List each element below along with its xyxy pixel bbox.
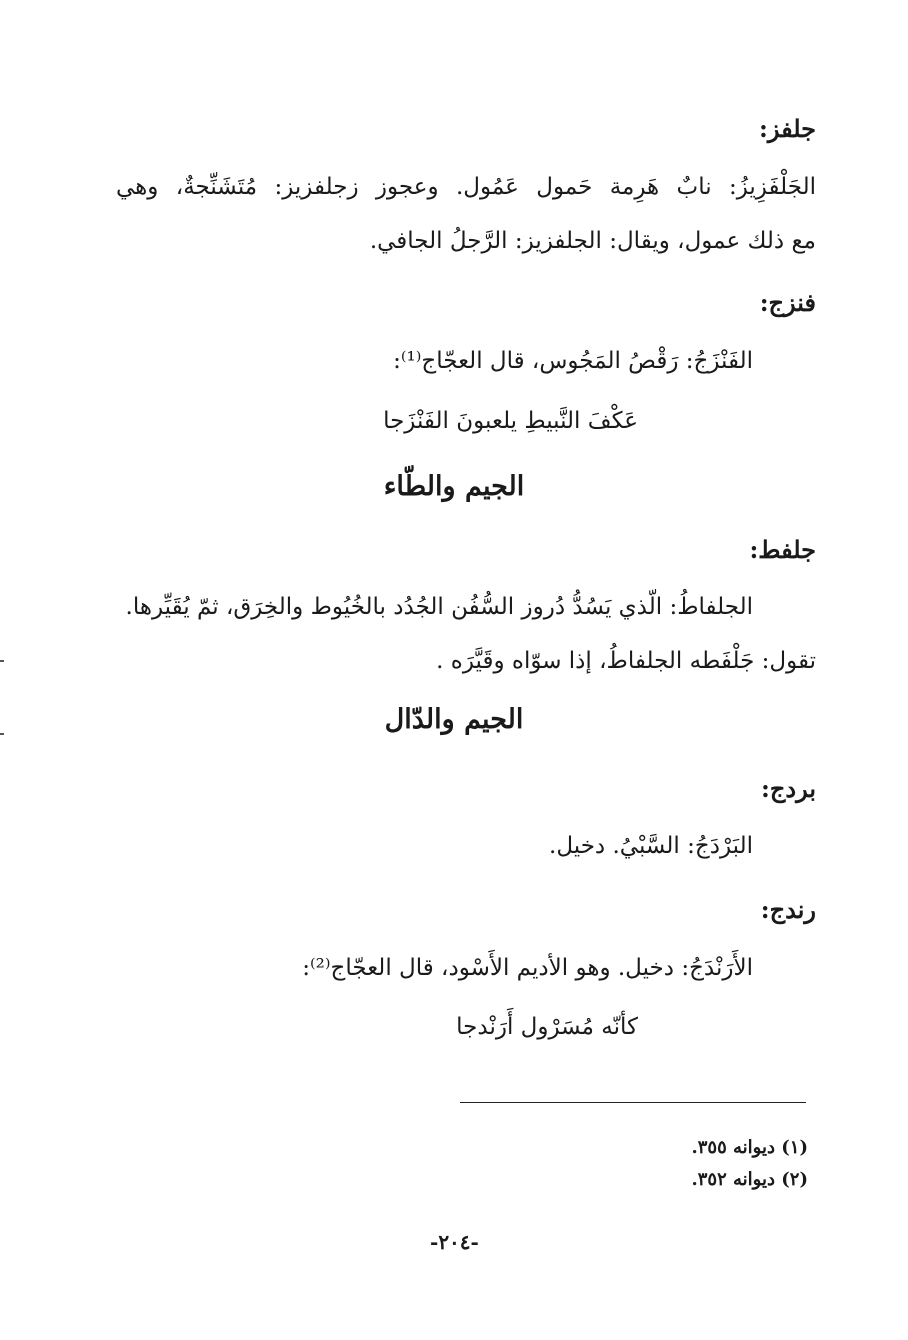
entry-heading-fnzj: فنزج: — [759, 288, 816, 317]
page-number: -٢٠٤- — [430, 1230, 479, 1254]
entry-line: الجَلْفَزِيزُ: نابٌ هَرِمة حَمول عَمُول. وعجوز زجلفزيز: مُتَشَنِّجةٌ، وهي — [116, 174, 816, 200]
entry-heading-brdj: بردج: — [761, 774, 816, 803]
entry-line: تقول: جَلْفَطه الجلفاطُ، إذا سوّاه وقَيَّرَه . — [436, 648, 816, 674]
verse-line: عَكْفَ النَّبيطِ يلعبونَ الفَنْزَجا — [383, 408, 638, 434]
entry-heading-rndj: رندج: — [760, 895, 816, 924]
entry-line: الفَنْزَجُ: رَقْصُ المَجُوس، قال العجّاج⁽¹⁾: — [393, 348, 753, 374]
scan-mark — [0, 660, 4, 662]
entry-line: الأَرَنْدَجُ: دخيل. وهو الأديم الأَسْود، قال العجّاج⁽²⁾: — [302, 955, 753, 981]
verse-line: كأنّه مُسَرْول أَرَنْدجا — [456, 1014, 638, 1040]
footnote: (٢) ديوانه ٣٥٢. — [691, 1169, 808, 1190]
entry-line: البَرْدَجُ: السَّبْيُ. دخيل. — [549, 833, 753, 859]
entry-heading-jlfz: جلفز: — [758, 114, 816, 143]
entry-heading-jlft: جلفط: — [749, 535, 816, 564]
chapter-heading: الجيم والدّال — [384, 704, 524, 735]
footnote-separator — [460, 1102, 806, 1103]
entry-line: مع ذلك عمول، ويقال: الجلفزيز: الرَّجلُ الجافي. — [369, 228, 816, 254]
scan-mark — [0, 733, 4, 735]
entry-line: الجلفاطُ: الّذي يَسُدُّ دُروز السُّفُن الجُدُد بالخُيُوط والخِرَق، ثمّ يُقَيِّرها. — [125, 594, 753, 620]
footnote: (١) ديوانه ٣٥٥. — [691, 1137, 808, 1158]
chapter-heading: الجيم والطّاء — [383, 471, 525, 502]
